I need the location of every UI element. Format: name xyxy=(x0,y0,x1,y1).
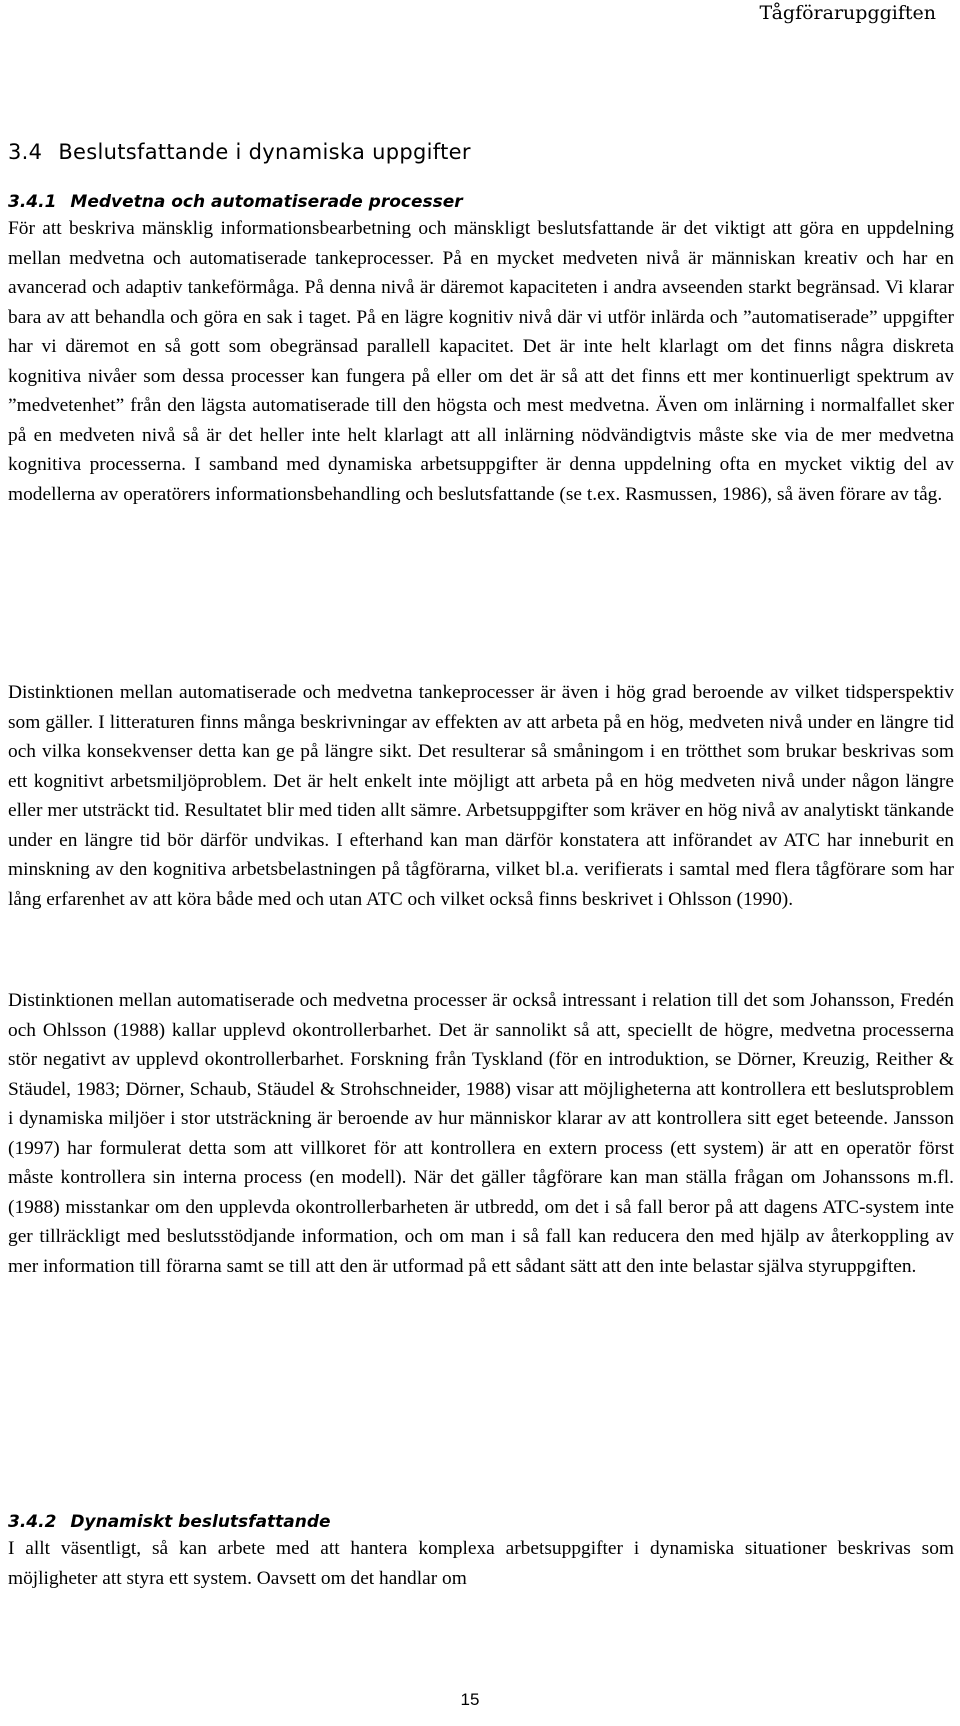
body-paragraph: Distinktionen mellan automatiserade och medvetna tankeprocesser är även i hög grad beroende av vilket tidsperspektiv som gäller. I litteraturen finns många beskrivningar av effekten av att arbeta på en hög, medveten nivå under en längre tid och vilka konsekvenser detta kan ge på längre sikt. Det resulterar så småningom i en trötthet som brukar beskrivas som ett kognitivt arbetsmiljöproblem. Det är helt enkelt inte möjligt att arbeta på en hög medveten nivå under någon längre eller mer utsträckt tid. Resultatet blir med tiden allt sämre. Arbetsuppgifter som kräver en hög nivå av analytiskt tänkande under en längre tid bör därför undvikas. I efterhand kan man därför konstatera att införandet av ATC har inneburit en minskning av den kognitiva arbetsbelastningen på tågförarna, vilket bl.a. verifierats i samtal med flera tågförare som har lång erfarenhet av att köra både med och utan ATC och vilket också finns beskrivet i Ohlsson (1990). xyxy=(8,682,954,910)
subsection-number: 3.4.2 xyxy=(8,1512,57,1532)
section-title: Beslutsfattande i dynamiska uppgifter xyxy=(58,140,471,164)
page-number: 15 xyxy=(460,1690,480,1709)
subsection-title: Medvetna och automatiserade processer xyxy=(70,192,463,212)
body-paragraph: I allt väsentligt, så kan arbete med att hantera komplexa arbetsuppgifter i dynamiska situationer beskrivas som möjligheter att styra ett system. Oavsett om det handlar om xyxy=(8,1538,954,1589)
body-paragraph: För att beskriva mänsklig informationsbearbetning och mänskligt beslutsfattande är det viktigt att göra en uppdelning mellan medvetna och automatiserade tankeprocesser. På en mycket medveten nivå är människan kreativ och har en avancerad och adaptiv tankeförmåga. På denna nivå är däremot kapaciteten i andra avseenden starkt begränsad. Vi klarar bara av att behandla och göra en sak i taget. På en lägre kognitiv nivå där vi utför inlärda och ”automatiserade” uppgifter har vi däremot en så gott som obegränsad parallell kapacitet. Det är inte helt klarlagt om det finns några diskreta kognitiva nivåer som dessa processer kan fungera på eller om det är så att det finns ett mer kontinuerligt spektrum av ”medvetenhet” från den lägsta automatiserade till den högsta och mest medvetna. Även om inlärning i normalfallet sker på en medveten nivå så är det heller inte helt klarlagt att all inlärning nödvändigtvis måste ske via de mer medvetna kognitiva processerna. I samband med dynamiska arbetsuppgifter är denna uppdelning ofta en mycket viktig del av modellerna av operatörers informationsbehandling och beslutsfattande (se t.ex. Rasmussen, 1986), så även förare av tåg. xyxy=(8,218,954,505)
subsection-heading xyxy=(8,1510,954,1534)
body-paragraph: Distinktionen mellan automatiserade och medvetna processer är också intressant i relation till det som Johansson, Fredén och Ohlsson (1988) kallar upplevd okontrollerbarhet. Det är sannolikt så att, speciellt de högre, medvetna processerna stör negativt av upplevd okontrollerbarhet. Forskning från Tyskland (för en introduktion, se Dörner, Kreuzig, Reither & Stäudel, 1983; Dörner, Schaub, Stäudel & Strohschneider, 1988) visar att möjligheterna att kontrollera ett beslutsproblem i dynamiska miljöer i stor utsträckning är beroende av hur människor klarar av att kontrollera sitt eget beteende. Jansson (1997) har formulerat detta som att villkoret för att kontrollera en extern process (ett system) är att en operatör först måste kontrollera sin interna process (en modell). När det gäller tågförare kan man ställa frågan om Johanssons m.fl. (1988) misstankar om den upplevda okontrollerbarheten är utbredd, om det i så fall beror på att dagens ATC-system inte ger tillräckligt med beslutsstödjande information, och om man i så fall kan reducera den med hjälp av återkoppling av mer information till förarna samt se till att den är utformad på ett sådant sätt att den inte belastar själva styruppgiften. xyxy=(8,990,954,1277)
running-header: Tågförarupggiften xyxy=(759,2,936,24)
subsection-3-4-1 xyxy=(8,190,954,509)
section-number: 3.4 xyxy=(8,140,43,164)
section-heading xyxy=(8,140,471,164)
subsection-title: Dynamiskt beslutsfattande xyxy=(70,1512,331,1532)
subsection-heading xyxy=(8,190,954,214)
subsection-number: 3.4.1 xyxy=(8,192,57,212)
subsection-3-4-2 xyxy=(8,1510,954,1593)
